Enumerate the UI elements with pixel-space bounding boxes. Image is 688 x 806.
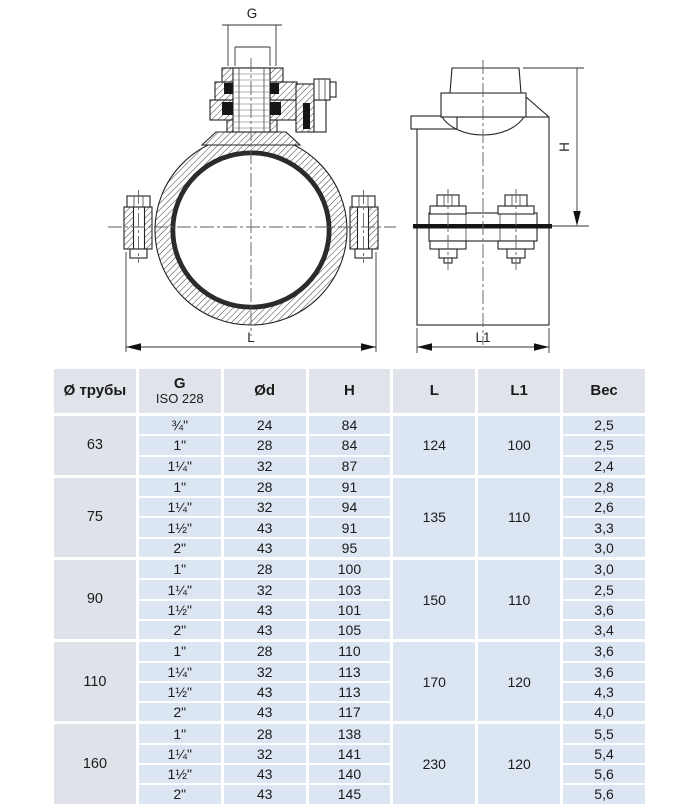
cell-height: 113 [307, 682, 392, 702]
cell-weight: 2,5 [562, 415, 647, 436]
cell-height: 105 [307, 620, 392, 641]
cell-length1: 110 [477, 559, 562, 641]
cell-thread-size: 2" [137, 538, 222, 559]
cell-outlet-diameter: 32 [222, 662, 307, 682]
cell-weight: 2,4 [562, 456, 647, 477]
cell-length1: 120 [477, 641, 562, 723]
dimension-label-h: H [557, 142, 572, 152]
cell-thread-size: 1½" [137, 517, 222, 537]
cell-length: 170 [392, 641, 477, 723]
cell-outlet-diameter: 28 [222, 476, 307, 497]
side-plug [314, 79, 330, 100]
dimension-label-l: L [247, 330, 255, 345]
threaded-bore [233, 68, 270, 132]
cell-weight: 5,4 [562, 744, 647, 764]
cell-weight: 3,3 [562, 517, 647, 537]
drawing-canvas [0, 0, 688, 364]
cell-height: 110 [307, 641, 392, 662]
cell-height: 145 [307, 784, 392, 804]
cell-thread-size: 1¼" [137, 744, 222, 764]
cell-outlet-diameter: 43 [222, 517, 307, 537]
left-bolt-assembly [124, 190, 152, 263]
table-header-height: H [307, 368, 392, 415]
cell-height: 84 [307, 415, 392, 436]
cell-thread-size: 1" [137, 476, 222, 497]
cell-thread-size: 1¼" [137, 579, 222, 599]
table-header-length: L [392, 368, 477, 415]
cell-height: 94 [307, 497, 392, 517]
table-header-thread-standard: ISO 228 [155, 391, 204, 407]
cell-thread-size: 1¼" [137, 497, 222, 517]
cell-thread-size: 1" [137, 723, 222, 744]
cell-weight: 5,5 [562, 723, 647, 744]
cell-thread-size: 1½" [137, 764, 222, 784]
cell-outlet-diameter: 43 [222, 702, 307, 723]
cell-outlet-diameter: 28 [222, 641, 307, 662]
dimension-l1 [417, 328, 549, 353]
dimension-label-g: G [246, 6, 258, 21]
cell-height: 101 [307, 600, 392, 620]
cell-outlet-diameter: 43 [222, 600, 307, 620]
cell-outlet-diameter: 43 [222, 784, 307, 804]
cell-thread-size: 1¼" [137, 662, 222, 682]
table-header-thread-symbol: G [173, 374, 186, 392]
table-row [53, 415, 647, 436]
table-row [53, 476, 647, 497]
dimension-g [222, 6, 282, 66]
cell-thread-size: 1¼" [137, 456, 222, 477]
cell-height: 103 [307, 579, 392, 599]
saddle-outlet [202, 68, 336, 145]
cell-pipe-diameter: 90 [53, 559, 138, 641]
cell-height: 140 [307, 764, 392, 784]
cell-thread-size: 2" [137, 702, 222, 723]
cell-outlet-diameter: 32 [222, 579, 307, 599]
cell-height: 141 [307, 744, 392, 764]
cell-weight: 4,0 [562, 702, 647, 723]
cell-height: 117 [307, 702, 392, 723]
cell-weight: 3,6 [562, 662, 647, 682]
cell-weight: 3,0 [562, 559, 647, 580]
cell-height: 95 [307, 538, 392, 559]
table-row [53, 559, 647, 580]
table-header-pipe-diameter: Ø трубы [53, 368, 138, 415]
cell-outlet-diameter: 32 [222, 744, 307, 764]
cell-height: 91 [307, 476, 392, 497]
dimension-table-body [53, 415, 647, 805]
cell-thread-size: 1½" [137, 682, 222, 702]
cell-weight: 2,6 [562, 497, 647, 517]
cell-height: 138 [307, 723, 392, 744]
table-header-length1: L1 [477, 368, 562, 415]
cell-length: 124 [392, 415, 477, 477]
cell-weight: 2,5 [562, 435, 647, 455]
cell-outlet-diameter: 28 [222, 559, 307, 580]
cell-weight: 5,6 [562, 764, 647, 784]
cell-height: 84 [307, 435, 392, 455]
table-header-outlet-diameter: Ød [222, 368, 307, 415]
cell-height: 113 [307, 662, 392, 682]
cell-length: 150 [392, 559, 477, 641]
dimension-label-l1: L1 [475, 330, 491, 345]
cell-thread-size: ¾" [137, 415, 222, 436]
cell-outlet-diameter: 28 [222, 723, 307, 744]
cell-outlet-diameter: 43 [222, 620, 307, 641]
cell-pipe-diameter: 63 [53, 415, 138, 477]
table-row [53, 641, 647, 662]
cell-outlet-diameter: 32 [222, 456, 307, 477]
cell-weight: 3,6 [562, 600, 647, 620]
cell-weight: 4,3 [562, 682, 647, 702]
cell-length1: 100 [477, 415, 562, 477]
cell-height: 91 [307, 517, 392, 537]
cell-outlet-diameter: 28 [222, 435, 307, 455]
right-bolt-assembly [350, 190, 378, 263]
cell-weight: 3,4 [562, 620, 647, 641]
cell-thread-size: 1½" [137, 600, 222, 620]
outlet-side [450, 68, 521, 93]
cell-thread-size: 2" [137, 620, 222, 641]
cell-weight: 3,0 [562, 538, 647, 559]
cell-length: 135 [392, 476, 477, 558]
cell-length: 230 [392, 723, 477, 805]
cell-weight: 2,5 [562, 579, 647, 599]
cell-thread-size: 2" [137, 784, 222, 804]
cell-pipe-diameter: 110 [53, 641, 138, 723]
cell-height: 87 [307, 456, 392, 477]
cell-outlet-diameter: 43 [222, 764, 307, 784]
cell-pipe-diameter: 160 [53, 723, 138, 805]
cell-outlet-diameter: 43 [222, 682, 307, 702]
cell-weight: 5,6 [562, 784, 647, 804]
cell-length1: 110 [477, 476, 562, 558]
cell-weight: 3,6 [562, 641, 647, 662]
cell-height: 100 [307, 559, 392, 580]
table-header-thread [137, 368, 222, 415]
front-view-drawing [108, 6, 396, 352]
cell-outlet-diameter: 32 [222, 497, 307, 517]
table-header-weight: Вес [562, 368, 647, 415]
clamp-split-line [413, 224, 552, 229]
cell-pipe-diameter: 75 [53, 476, 138, 558]
cell-weight: 2,8 [562, 476, 647, 497]
cell-thread-size: 1" [137, 641, 222, 662]
cell-thread-size: 1" [137, 435, 222, 455]
table-header-row [53, 368, 647, 415]
side-view-drawing [411, 60, 589, 353]
cell-outlet-diameter: 24 [222, 415, 307, 436]
cell-length1: 120 [477, 723, 562, 805]
table-row [53, 723, 647, 744]
cell-thread-size: 1" [137, 559, 222, 580]
technical-drawings [0, 0, 688, 364]
cell-outlet-diameter: 43 [222, 538, 307, 559]
dimension-table [51, 366, 648, 806]
